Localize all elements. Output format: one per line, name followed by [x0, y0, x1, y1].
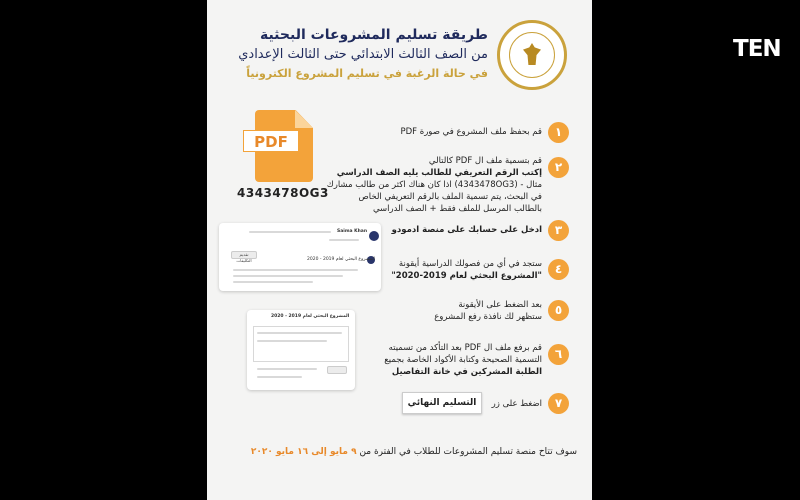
page-title: طريقة تسليم المشروعات البحثية [259, 27, 488, 43]
step-6-text: قم برفع ملف ال PDF بعد التأكد من تسميته التسمية الصحيحة وكتابة الأكواد الخاصة بجميع الطلبة المشركين في خانة التفاصيل [384, 343, 542, 377]
step-3-text: ادخل على حسابك على منصة ادمودو [391, 225, 542, 235]
upload-window-screenshot [247, 310, 355, 390]
step-number-4: ٤ [548, 259, 569, 280]
pdf-label: PDF [243, 130, 299, 152]
step-number-1: ١ [548, 122, 569, 143]
avatar [369, 231, 379, 241]
attach-file-button[interactable] [327, 366, 347, 374]
step-5-text: بعد الضغط على الأيقونة ستظهر لك نافذة رفع المشروع [434, 300, 542, 322]
student-code: 4343478OG3 [237, 186, 329, 200]
step-number-5: ٥ [548, 300, 569, 321]
availability-note: سوف تتاح منصة تسليم المشروعات للطلاب في الفترة من ٩ مايو إلى ١٦ مايو ٢٠٢٠ [250, 447, 577, 457]
step-number-7: ٧ [548, 393, 569, 414]
project-link: المشروع البحثي لعام 2019 - 2020 [307, 257, 375, 262]
step-7-text: اضغط على زر [491, 399, 542, 409]
ministry-seal [497, 20, 567, 90]
submit-assignment-button[interactable]: تقديم التكليفات [231, 251, 257, 259]
step-number-6: ٦ [548, 344, 569, 365]
infographic-page [207, 0, 592, 500]
upload-window-title: المشروع البحثي لعام 2019 - 2020 [271, 314, 350, 319]
user-name: Saima Khan [337, 229, 368, 234]
channel-logo: TEN [733, 36, 781, 62]
page-note: في حالة الرغبة في تسليم المشروع الكترونياً [246, 67, 488, 80]
page-subtitle: من الصف الثالث الابتدائي حتى الثالث الإعدادي [238, 47, 488, 62]
step-number-2: ٢ [548, 157, 569, 178]
step-1-text: قم بحفظ ملف المشروع في صورة PDF [400, 127, 542, 137]
step-number-3: ٣ [548, 220, 569, 241]
final-submit-button[interactable]: التسليم النهائي [402, 392, 482, 414]
step-4-text: ستجد في أي من فصولك الدراسية أيقونة "المشروع البحثي لعام 2019-2020" [391, 259, 542, 281]
step-2-text: قم بتسمية ملف ال PDF كالتالي إكتب الرقم التعريفي للطالب يليه الصف الدراسي مثال - (4343478OG3) اذا كان هناك اكثر من طالب مشارك في البحث، يتم تسمية الملف بالرقم التعريفي الخاص بالطالب المرسل للملف فقط + الصف الدراسي [326, 156, 542, 214]
edmodo-post-screenshot [219, 223, 381, 291]
